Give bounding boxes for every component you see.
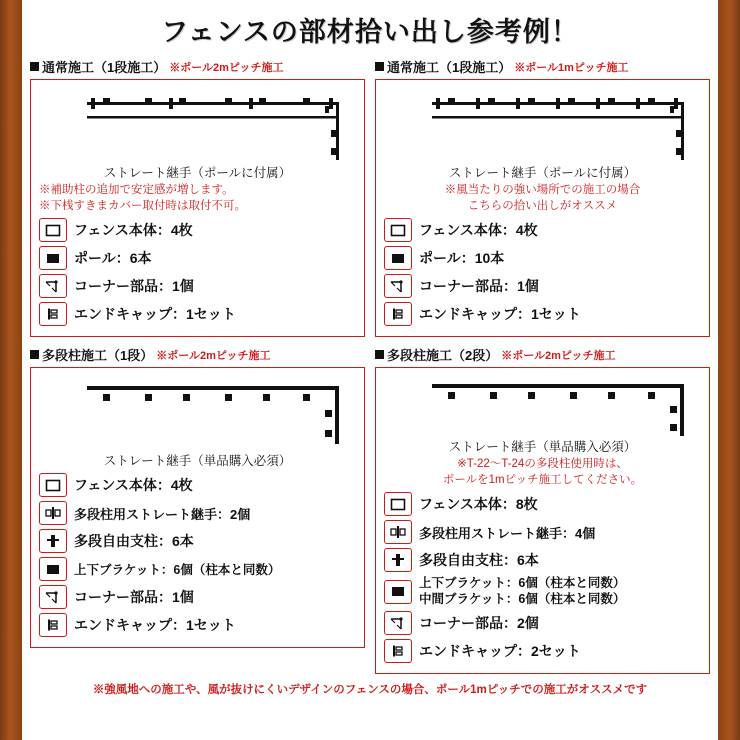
panel-note [384, 183, 701, 214]
fence-layout-diagram [39, 374, 356, 450]
panel-heading [375, 345, 710, 364]
parts-list [39, 218, 356, 326]
list-item [384, 520, 701, 544]
list-item-label: 上下ブラケット：6個（柱本と同数） [74, 563, 281, 578]
fence-panel-icon [39, 218, 67, 242]
diagram-caption: ストレート継手（ポールに付属） [103, 166, 292, 180]
panel-heading [375, 57, 710, 76]
panel-body [30, 367, 365, 648]
panel-note-line: ※補助柱の追加で安定感が増します。 [39, 184, 234, 196]
fence-layout-diagram [384, 374, 701, 436]
list-item-label: コーナー部品：1個 [74, 278, 194, 295]
list-item [39, 274, 356, 298]
end-cap-icon [39, 613, 67, 637]
diagram-caption: ストレート継手（単品購入必須） [448, 440, 637, 455]
page-title: フェンスの部材拾い出し参考例！ [161, 17, 579, 47]
list-item-label: エンドキャップ：2セット [419, 643, 581, 660]
free-post-icon [39, 529, 67, 553]
panel-grid [30, 57, 710, 674]
multi-joint-icon [384, 520, 412, 544]
panel-heading-main: 多段柱施工（1段） [42, 348, 154, 364]
square-bullet-icon [375, 350, 384, 359]
list-item [384, 611, 701, 635]
list-item [39, 613, 356, 637]
list-item-label: 多段柱用ストレート継手：2個 [74, 506, 251, 522]
panel-normal-1m [375, 57, 710, 337]
corner-part-icon [39, 585, 67, 609]
free-post-icon [384, 548, 412, 572]
list-item [384, 492, 701, 516]
fence-layout-diagram [384, 86, 701, 162]
panel-heading-sub: ※ポール2mピッチ施工 [501, 349, 616, 362]
parts-list [39, 473, 356, 637]
panel-note [384, 457, 701, 488]
fence-panel-icon [384, 218, 412, 242]
bracket-icon [384, 580, 412, 604]
list-item-label: 多段自由支柱：6本 [419, 552, 539, 569]
end-cap-icon [39, 302, 67, 326]
panel-heading-main: 多段柱施工（2段） [387, 348, 499, 364]
panel-heading-main: 通常施工（1段施工） [387, 60, 512, 75]
panel-note-line: こちらの拾い出しがオススメ [467, 199, 618, 212]
list-item [384, 548, 701, 572]
fence-layout-diagram [39, 86, 356, 162]
corner-part-icon [384, 274, 412, 298]
panel-normal-2m [30, 57, 365, 337]
list-item [384, 302, 701, 326]
footer-note: ※強風地への施工や、風が抜けにくいデザインのフェンスの場合、ポール1mピッチでの施工がオススメです [92, 684, 648, 697]
multi-joint-icon [39, 501, 67, 525]
panel-heading-sub: ※ポール2mピッチ施工 [169, 61, 284, 74]
poster-inner [22, 0, 718, 740]
list-item-label: フェンス本体：4枚 [419, 222, 538, 239]
list-item-label: 上下ブラケット：6個（柱本と同数） [419, 576, 626, 591]
list-item [39, 473, 356, 497]
panel-multistage-1 [30, 345, 365, 674]
diagram-caption: ストレート継手（単品購入必須） [103, 454, 292, 469]
end-cap-icon [384, 302, 412, 326]
list-item-label: コーナー部品：1個 [74, 589, 194, 606]
list-item-label: 多段自由支柱：6本 [74, 533, 194, 550]
square-bullet-icon [30, 62, 39, 71]
square-bullet-icon [375, 62, 384, 71]
panel-note-line: ※下桟すきまカバー取付時は取付不可。 [39, 199, 246, 212]
list-item [384, 218, 701, 242]
list-item [384, 576, 701, 607]
parts-list [384, 218, 701, 326]
parts-list [384, 492, 701, 663]
panel-note-line: ※風当たりの強い場所での施工の場合 [444, 184, 641, 196]
panel-note-line: ポールを1mピッチ施工してください。 [442, 473, 643, 486]
panel-note-line: ※T-22～T-24の多段柱使用時は、 [457, 458, 628, 471]
panel-body [375, 367, 710, 674]
list-item-label: ポール：10本 [419, 250, 505, 267]
panel-heading [30, 57, 365, 76]
corner-part-icon [39, 274, 67, 298]
panel-body [375, 79, 710, 337]
list-item [384, 246, 701, 270]
panel-heading-sub: ※ポール2mピッチ施工 [156, 349, 271, 362]
list-item-label-group [419, 576, 625, 607]
panel-heading-main: 通常施工（1段施工） [42, 60, 167, 75]
list-item [39, 501, 356, 525]
pole-icon [384, 246, 412, 270]
list-item-label: コーナー部品：1個 [419, 278, 539, 295]
list-item-label-secondary: 中間ブラケット：6個（柱本と同数） [419, 591, 626, 606]
panel-note [39, 183, 356, 214]
list-item-label: エンドキャップ：1セット [419, 306, 581, 323]
list-item [39, 557, 356, 581]
pole-icon [39, 246, 67, 270]
list-item-label: エンドキャップ：1セット [74, 306, 236, 323]
corner-part-icon [384, 611, 412, 635]
list-item-label: フェンス本体：4枚 [74, 477, 193, 494]
list-item [39, 529, 356, 553]
panel-multistage-2 [375, 345, 710, 674]
list-item-label: エンドキャップ：1セット [74, 617, 236, 634]
fence-panel-icon [384, 492, 412, 516]
bracket-icon [39, 557, 67, 581]
list-item-label: 多段柱用ストレート継手：4個 [419, 525, 596, 541]
panel-body [30, 79, 365, 337]
list-item [39, 218, 356, 242]
list-item-label: フェンス本体：8枚 [419, 496, 538, 513]
fence-panel-icon [39, 473, 67, 497]
list-item [384, 639, 701, 663]
list-item-label: コーナー部品：2個 [419, 615, 539, 632]
list-item [39, 246, 356, 270]
panel-heading-sub: ※ポール1mピッチ施工 [514, 61, 629, 74]
list-item-label: フェンス本体：4枚 [74, 222, 193, 239]
end-cap-icon [384, 639, 412, 663]
list-item [384, 274, 701, 298]
list-item [39, 302, 356, 326]
panel-heading [30, 345, 365, 364]
square-bullet-icon [30, 350, 39, 359]
list-item [39, 585, 356, 609]
diagram-caption: ストレート継手（ポールに付属） [448, 166, 637, 180]
list-item-label: ポール：6本 [74, 250, 152, 267]
